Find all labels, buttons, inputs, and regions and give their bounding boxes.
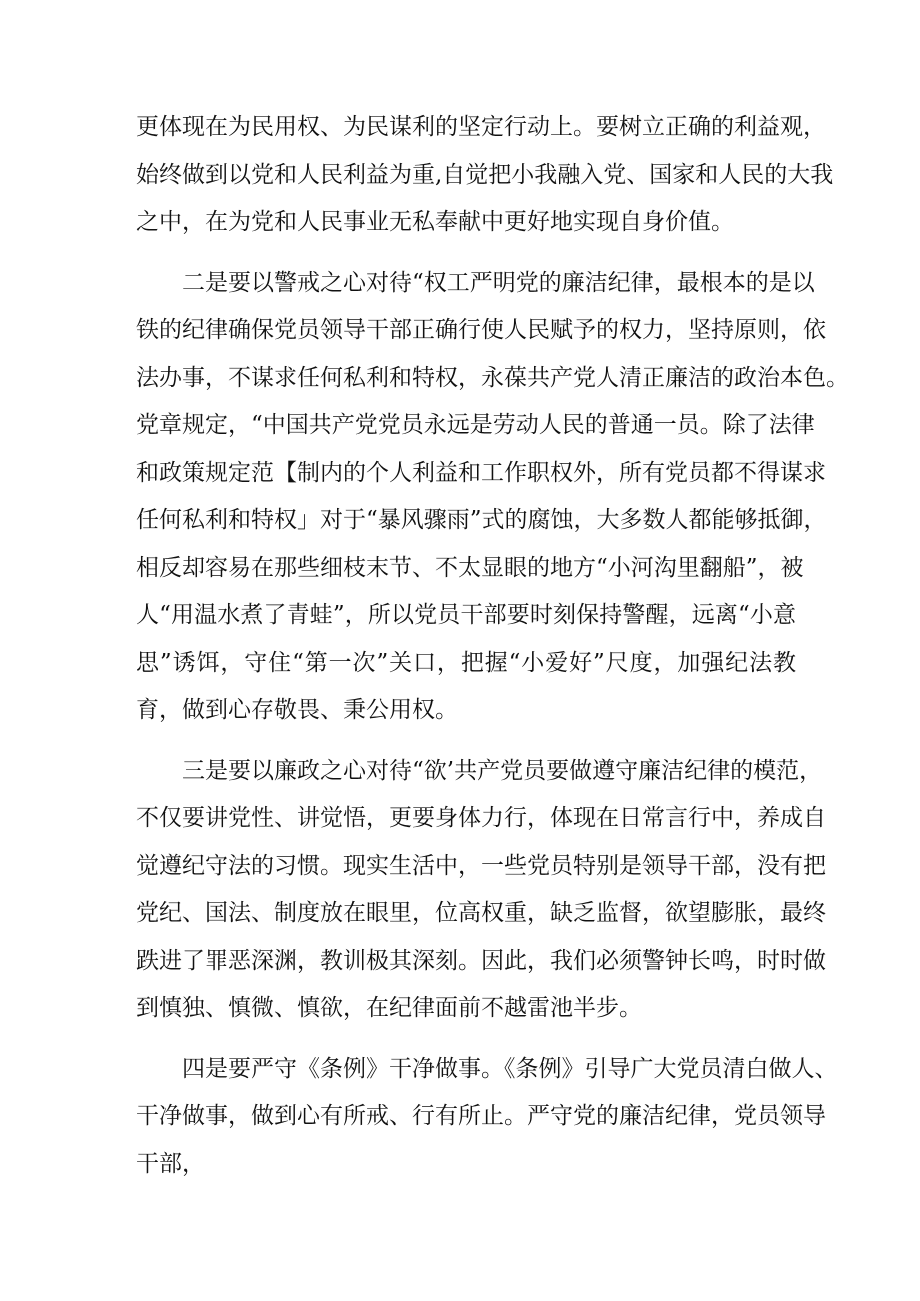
text-line: 更体现在为民用权、为民谋利的坚定行动上。要树立正确的利益观， bbox=[136, 114, 826, 140]
text-line: 党纪、国法、制度放在眼里，位高权重，缺乏监督，欲望膨胀，最终 bbox=[136, 900, 826, 926]
text-line: 相反却容易在那些细枝末节、不太显眼的地方“小河沟里翻船”，被 bbox=[136, 554, 804, 581]
paragraph-4 bbox=[136, 1046, 838, 1189]
text-line: 二是要以警戒之心对待“权工严明党的廉洁纪律，最根本的是以 bbox=[182, 269, 815, 296]
paragraph-1 bbox=[136, 104, 834, 247]
document-body bbox=[136, 104, 849, 1188]
text-line: 四是要严守《条例》干净做事。《条例》引导广大党员清白做人、 bbox=[182, 1055, 838, 1082]
text-line: 到慎独、慎微、慎欲，在纪律面前不越雷池半步。 bbox=[136, 995, 642, 1021]
text-line: 和政策规定范【制内的个人利益和工作职权外，所有党员都不得谋求 bbox=[136, 459, 826, 486]
paragraph-gap bbox=[136, 735, 796, 748]
text-line: 觉遵纪守法的习惯。现实生活中，一些党员特别是领导干部，没有把 bbox=[136, 852, 826, 879]
text-line: 不仅要讲党性、讲觉悟，更要身体力行，体现在日常言行中，养成自 bbox=[136, 805, 826, 831]
paragraph-gap bbox=[136, 247, 796, 260]
text-line: 三是要以廉政之心对待“欲’共产党员要做遵守廉洁纪律的模范， bbox=[182, 757, 823, 784]
text-line: 党章规定，“中国共产党党员永远是劳动人民的普通一员。除了法律 bbox=[136, 412, 815, 438]
text-line: 铁的纪律确保党员领导干部正确行使人民赋予的权力，坚持原则，依 bbox=[136, 317, 826, 343]
text-line: 思”诱饵，守住“第一次”关口，把握“小爱好”尺度，加强纪法教 bbox=[136, 649, 796, 676]
paragraph-2 bbox=[136, 260, 849, 735]
text-line: 干部， bbox=[136, 1150, 205, 1177]
text-line: 任何私利和特权」对于“暴风骤雨”式的腐蚀，大多数人都能够抵御， bbox=[136, 507, 827, 533]
text-line: 干净做事，做到心有所戒、行有所止。严守党的廉洁纪律，党员领导 bbox=[136, 1103, 826, 1129]
text-line: 跌进了罪恶深渊，教训极其深刻。因此，我们必须警钟长鸣，时时做 bbox=[136, 947, 826, 974]
paragraph-gap bbox=[136, 1033, 796, 1046]
text-line: 人“用温水煮了青蛙”，所以党员干部要时刻保持警醒，远离“小意 bbox=[136, 602, 796, 628]
text-line: 育，做到心存敬畏、秉公用权。 bbox=[136, 697, 458, 723]
text-line: 之中，在为党和人民事业无私奉献中更好地实现自身价值。 bbox=[136, 209, 734, 235]
text-line: 法办事，不谋求任何私利和特权，永葆共产党人清正廉洁的政治本色。 bbox=[136, 364, 849, 391]
text-line: 始终做到以党和人民利益为重,自觉把小我融入党、国家和人民的大我 bbox=[136, 161, 834, 188]
paragraph-3 bbox=[136, 748, 826, 1033]
